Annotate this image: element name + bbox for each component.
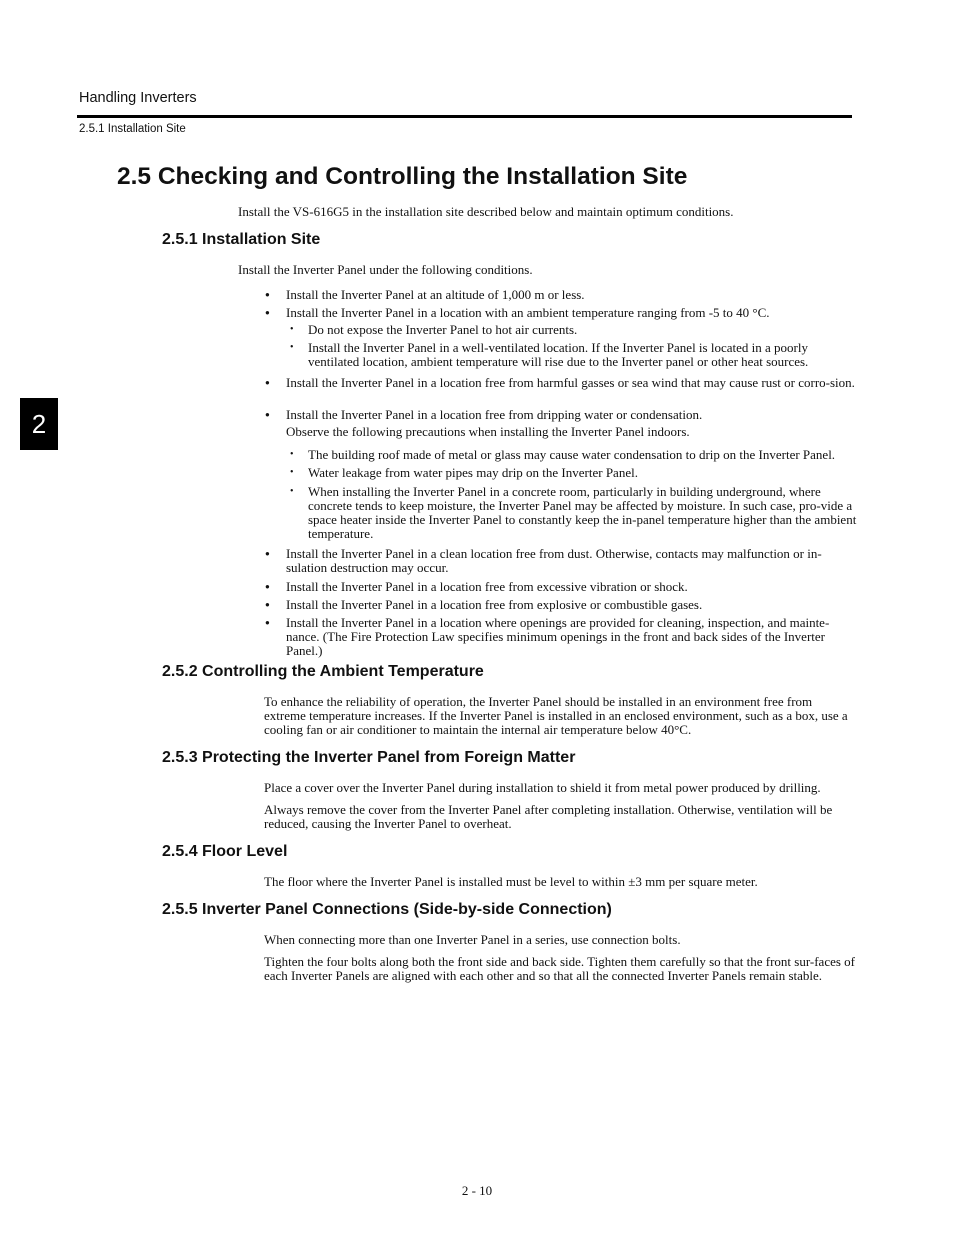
indoor-precautions-note: Observe the following precautions when installing the Inverter Panel indoors. xyxy=(286,424,690,439)
sub-list-item: • The building roof made of metal or glass may cause water condensation to drip on the Inverter Panel. xyxy=(287,448,857,462)
list-item: ● Install the Inverter Panel in a clean location free from dust. Otherwise, contacts may malfunction or in-sulation destruction may occur. xyxy=(265,547,857,575)
running-header-title: Handling Inverters xyxy=(79,90,197,106)
section-2-5-5-paragraph-1: When connecting more than one Inverter Panel in a series, use connection bolts. xyxy=(264,932,681,947)
section-heading-2-5-4: 2.5.4 Floor Level xyxy=(162,843,288,860)
sub-bullet-list xyxy=(287,341,857,369)
section-heading-2-5-5: 2.5.5 Inverter Panel Connections (Side-by-side Connection) xyxy=(162,901,612,918)
header-rule xyxy=(77,115,852,118)
section-2-5-2-paragraph: To enhance the reliability of operation, the Inverter Panel should be installed in an environment free from extreme temperature increases. If the Inverter Panel is installed in an enclosed environment, such as a box, use a cooling fan or air conditioner to maintain the internal air temperature below 40°C. xyxy=(264,694,848,737)
bullet-list xyxy=(265,288,857,302)
list-item: ● Install the Inverter Panel in a location free from excessive vibration or shock. xyxy=(265,580,857,594)
running-header-subsection: 2.5.1 Installation Site xyxy=(79,123,186,135)
list-item: ● Install the Inverter Panel in a location free from dripping water or condensation. xyxy=(265,408,857,422)
list-item: ● Install the Inverter Panel in a location where openings are provided for cleaning, inspection, and mainte-nance. (The Fire Protection Law specifies minimum openings in the front and back sides of the Inverter Panel.) xyxy=(265,616,857,658)
sub-list-item: • When installing the Inverter Panel in a concrete room, particularly in building underground, where concrete tends to keep moisture, the Inverter Panel may be affected by moisture. In such case, pro-vide a space heater inside the Inverter Panel to constantly keep the in-panel temperature higher than the ambient temperature. xyxy=(287,485,857,541)
list-item: ● Install the Inverter Panel in a location free from explosive or combustible gases. xyxy=(265,598,857,612)
bullet-list xyxy=(265,598,857,612)
bullet-list xyxy=(265,580,857,594)
sub-bullet-list xyxy=(287,485,857,541)
section-2-5-5-paragraph-2: Tighten the four bolts along both the front side and back side. Tighten them carefully so that the front sur-faces of each Inverter Panels are aligned with each other and so that all the connected Inverter Panels remain stable. xyxy=(264,954,856,983)
bullet-list xyxy=(265,547,857,575)
bullet-list xyxy=(265,376,857,390)
sub-list-item: • Do not expose the Inverter Panel to hot air currents. xyxy=(287,323,857,337)
list-item: ● Install the Inverter Panel in a location free from harmful gasses or sea wind that may cause rust or corro-sion. xyxy=(265,376,857,390)
section-2-5-3-paragraph-2: Always remove the cover from the Inverter Panel after completing installation. Otherwise, ventilation will be reduced, causing the Inverter Panel to overheat. xyxy=(264,802,833,831)
section-2-5-3-paragraph-1: Place a cover over the Inverter Panel during installation to shield it from metal power produced by drilling. xyxy=(264,780,821,795)
section-heading-2-5-1: 2.5.1 Installation Site xyxy=(162,231,321,248)
sub-list-item: • Install the Inverter Panel in a well-ventilated location. If the Inverter Panel is located in a poorly ventilated location, ambient temperature will rise due to the Inverter panel or other heat sources. xyxy=(287,341,857,369)
bullet-list xyxy=(265,408,857,422)
page-number: 2 - 10 xyxy=(461,1183,493,1198)
page-title: 2.5 Checking and Controlling the Installation Site xyxy=(117,163,688,190)
sub-bullet-list xyxy=(287,323,857,337)
list-item: ● Install the Inverter Panel in a location with an ambient temperature ranging from -5 to 40 °C. xyxy=(265,306,857,320)
chapter-tab: 2 xyxy=(20,398,58,450)
bullet-list xyxy=(265,306,857,320)
sub-list-item: • Water leakage from water pipes may drip on the Inverter Panel. xyxy=(287,466,857,480)
list-item: ● Install the Inverter Panel at an altitude of 1,000 m or less. xyxy=(265,288,857,302)
section-heading-2-5-2: 2.5.2 Controlling the Ambient Temperature xyxy=(162,663,484,680)
section-heading-2-5-3: 2.5.3 Protecting the Inverter Panel from Foreign Matter xyxy=(162,749,576,766)
section-2-5-4-paragraph: The floor where the Inverter Panel is installed must be level to within ±3 mm per square meter. xyxy=(264,874,758,889)
bullet-list xyxy=(265,616,857,658)
sub-bullet-list xyxy=(287,448,857,462)
section-2-5-1-intro: Install the Inverter Panel under the following conditions. xyxy=(238,262,533,277)
intro-paragraph: Install the VS-616G5 in the installation site described below and maintain optimum conditions. xyxy=(238,204,734,219)
sub-bullet-list xyxy=(287,466,857,480)
